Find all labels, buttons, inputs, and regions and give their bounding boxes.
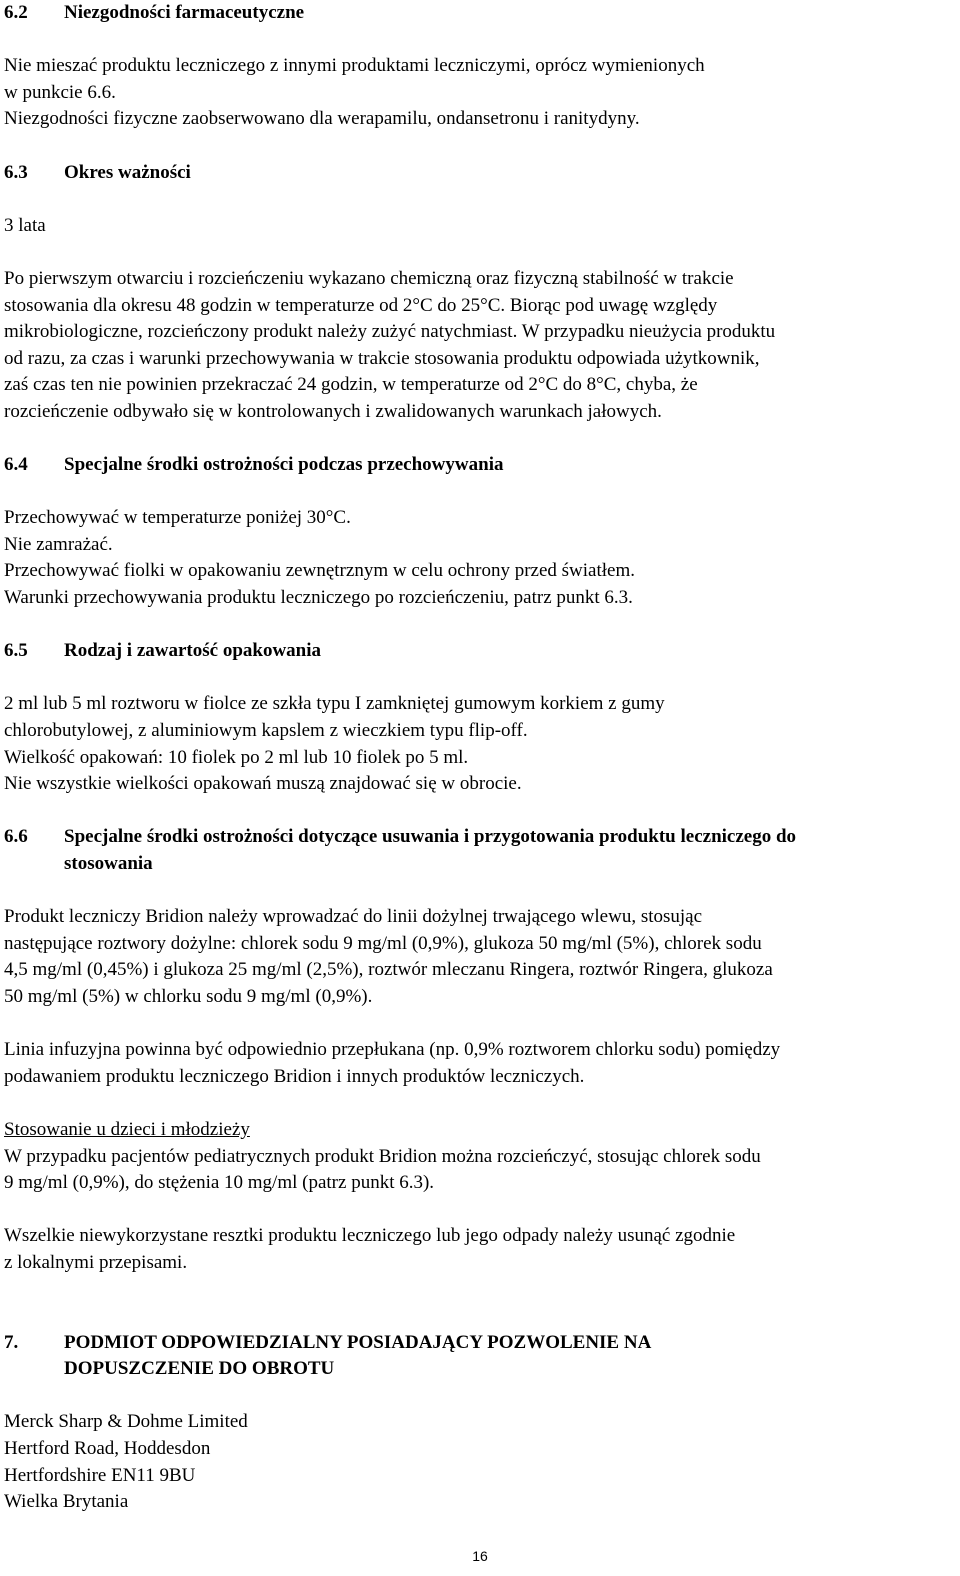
paragraph: [4, 1223, 956, 1276]
text-line: rozcieńczenie odbywało się w kontrolowanych i zwalidowanych warunkach jałowych.: [4, 400, 662, 422]
text-line: z lokalnymi przepisami.: [4, 1251, 188, 1273]
section-title: Rodzaj i zawartość opakowania: [64, 640, 322, 662]
text-line: Niezgodności fizyczne zaobserwowano dla werapamilu, ondansetronu i ranitydyny.: [4, 108, 640, 130]
section-number: 6.4: [4, 454, 28, 476]
text-line: od razu, za czas i warunki przechowywania w trakcie stosowania produktu odpowiada użytkownik,: [4, 347, 760, 369]
address-line: Hertford Road, Hoddesdon: [4, 1438, 211, 1460]
text-line: 4,5 mg/ml (0,45%) i glukoza 25 mg/ml (2,5%), roztwór mleczanu Ringera, roztwór Ringera, glukoza: [4, 959, 773, 981]
page-number: 16: [472, 1548, 488, 1564]
text-line: w punkcie 6.6.: [4, 81, 116, 103]
paragraph: [4, 53, 956, 133]
subsection-heading: Stosowanie u dzieci i młodzieży: [4, 1118, 250, 1140]
title-line: Specjalne środki ostrożności dotyczące usuwania i przygotowania produktu leczniczego do: [64, 826, 797, 848]
paragraph: [4, 1117, 956, 1197]
section-7-heading: [4, 1330, 956, 1383]
section-number: 6.2: [4, 2, 28, 23]
section-title: [64, 1330, 956, 1383]
title-line: stosowania: [64, 853, 153, 874]
paragraph: [4, 691, 956, 797]
section-6-2-heading: [4, 0, 956, 27]
paragraph: [4, 904, 956, 1010]
section-number: 6.3: [4, 161, 28, 183]
section-6-5-heading: [4, 638, 956, 665]
section-6-6-heading: [4, 824, 956, 877]
text-line: Nie zamrażać.: [4, 533, 113, 555]
text-line: 3 lata: [4, 214, 46, 236]
text-line: mikrobiologiczne, rozcieńczony produkt należy zużyć natychmiast. W przypadku nieużycia produktu: [4, 321, 776, 343]
section-title: Okres ważności: [64, 161, 191, 183]
section-number: 6.5: [4, 640, 28, 662]
text-line: Wielkość opakowań: 10 fiolek po 2 ml lub 10 fiolek po 5 ml.: [4, 746, 469, 768]
text-line: 50 mg/ml (5%) w chlorku sodu 9 mg/ml (0,9%).: [4, 985, 373, 1007]
text-line: Przechowywać w temperaturze poniżej 30°C.: [4, 507, 351, 529]
section-title: [64, 824, 956, 877]
document-content: [4, 0, 956, 1516]
text-line: 9 mg/ml (0,9%), do stężenia 10 mg/ml (patrz punkt 6.3).: [4, 1172, 435, 1194]
address-line: Wielka Brytania: [4, 1491, 129, 1513]
section-6-4-heading: [4, 452, 956, 479]
text-line: Nie wszystkie wielkości opakowań muszą znajdować się w obrocie.: [4, 773, 522, 795]
title-line: PODMIOT ODPOWIEDZIALNY POSIADAJĄCY POZWOLENIE NA: [64, 1331, 652, 1353]
section-6-3-heading: [4, 160, 956, 187]
text-line: Nie mieszać produktu leczniczego z innymi produktami leczniczymi, oprócz wymienionych: [4, 55, 705, 77]
title-line: DOPUSZCZENIE DO OBROTU: [64, 1358, 335, 1380]
paragraph: [4, 505, 956, 611]
text-line: podawaniem produktu leczniczego Bridion i innych produktów leczniczych.: [4, 1065, 585, 1087]
section-title: Specjalne środki ostrożności podczas przechowywania: [64, 454, 504, 476]
address-line: Merck Sharp & Dohme Limited: [4, 1411, 248, 1433]
paragraph: [4, 266, 956, 426]
section-title: Niezgodności farmaceutyczne: [64, 2, 305, 23]
address-block: [4, 1409, 956, 1515]
text-line: Wszelkie niewykorzystane resztki produktu leczniczego lub jego odpady należy usunąć zgodnie: [4, 1225, 736, 1247]
paragraph: [4, 1037, 956, 1090]
text-line: Po pierwszym otwarciu i rozcieńczeniu wykazano chemiczną oraz fizyczną stabilność w trakcie: [4, 267, 734, 289]
text-line: następujące roztwory dożylne: chlorek sodu 9 mg/ml (0,9%), glukoza 50 mg/ml (5%), chlorek sodu: [4, 932, 762, 954]
address-line: Hertfordshire EN11 9BU: [4, 1464, 196, 1486]
text-line: Produkt leczniczy Bridion należy wprowadzać do linii dożylnej trwającego wlewu, stosując: [4, 906, 703, 928]
paragraph: [4, 213, 956, 240]
section-number: 7.: [4, 1331, 19, 1353]
text-line: W przypadku pacjentów pediatrycznych produkt Bridion można rozcieńczyć, stosując chlorek sodu: [4, 1145, 761, 1167]
text-line: 2 ml lub 5 ml roztworu w fiolce ze szkła typu I zamkniętej gumowym korkiem z gumy: [4, 693, 665, 715]
text-line: stosowania dla okresu 48 godzin w temperaturze od 2°C do 25°C. Biorąc pod uwagę względy: [4, 294, 718, 316]
text-line: chlorobutylowej, z aluminiowym kapslem z wieczkiem typu flip-off.: [4, 720, 528, 742]
text-line: Przechowywać fiolki w opakowaniu zewnętrznym w celu ochrony przed światłem.: [4, 560, 636, 582]
text-line: Warunki przechowywania produktu leczniczego po rozcieńczeniu, patrz punkt 6.3.: [4, 587, 633, 609]
text-line: Linia infuzyjna powinna być odpowiednio przepłukana (np. 0,9% roztworem chlorku sodu) pomiędzy: [4, 1039, 781, 1061]
text-line: zaś czas ten nie powinien przekraczać 24 godzin, w temperaturze od 2°C do 8°C, chyba, że: [4, 374, 698, 396]
section-number: 6.6: [4, 826, 28, 848]
